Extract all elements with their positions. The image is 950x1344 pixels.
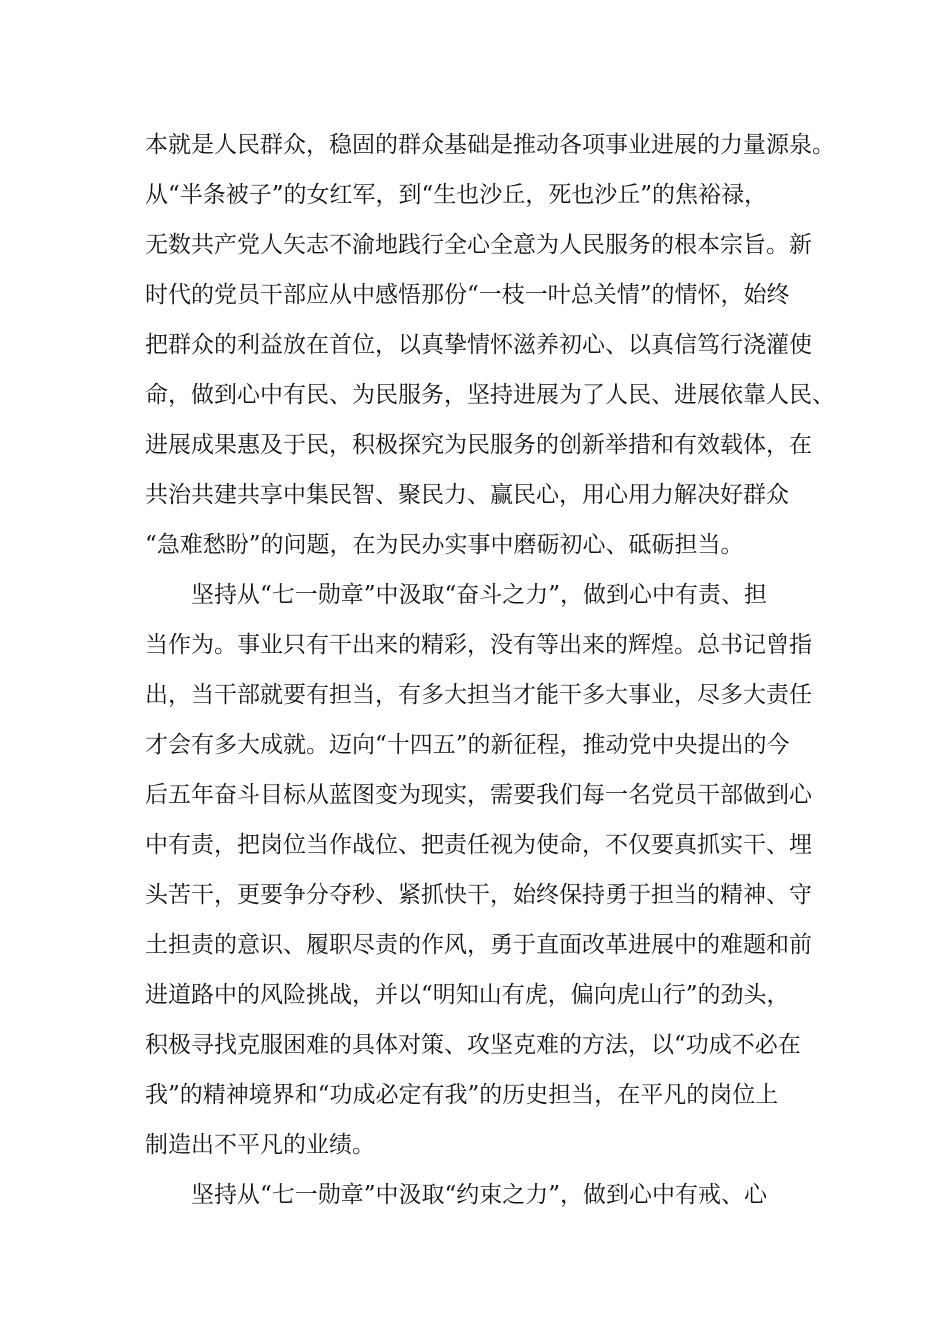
text-line: 积极寻找克服困难的具体对策、攻坚克难的方法，以“功成不必在 (145, 1032, 801, 1058)
text-line: 进展成果惠及于民，积极探究为民服务的创新举措和有效载体，在 (145, 432, 812, 458)
text-line: 中有责，把岗位当作战位、把责任视为使命，不仅要真抓实干、埋 (145, 832, 812, 858)
text-line: 无数共产党人矢志不渝地践行全心全意为人民服务的根本宗旨。新 (145, 232, 812, 258)
text-line: 进道路中的风险挑战，并以“明知山有虎，偏向虎山行”的劲头， (145, 982, 790, 1008)
text-line: 后五年奋斗目标从蓝图变为现实，需要我们每一名党员干部做到心 (145, 782, 812, 808)
text-line: 当作为。事业只有干出来的精彩，没有等出来的辉煌。总书记曾指 (145, 632, 812, 658)
text-line: 共治共建共享中集民智、聚民力、赢民心，用心用力解决好群众 (145, 482, 789, 508)
text-line: 头苦干，更要争分夺秒、紧抓快干，始终保持勇于担当的精神、守 (145, 882, 812, 908)
text-line: 命，做到心中有民、为民服务，坚持进展为了人民、进展依靠人民、 (145, 382, 835, 408)
text-line: 本就是人民群众，稳固的群众基础是推动各项事业进展的力量源泉。 (145, 132, 835, 158)
text-line: “急难愁盼”的问题，在为民办实事中磨砺初心、砥砺担当。 (145, 532, 744, 558)
paragraph-start-line: 坚持从“七一勋章”中汲取“约束之力”，做到心中有戒、心 (191, 1182, 768, 1208)
text-line: 制造出不平凡的业绩。 (145, 1132, 375, 1158)
paragraph-start-line: 坚持从“七一勋章”中汲取“奋斗之力”，做到心中有责、担 (191, 582, 768, 608)
text-line: 土担责的意识、履职尽责的作风，勇于直面改革进展中的难题和前 (145, 932, 812, 958)
body-text (145, 120, 835, 1220)
text-line: 从“半条被子”的女红军，到“生也沙丘，死也沙丘”的焦裕禄， (145, 182, 768, 208)
text-line: 把群众的利益放在首位，以真挚情怀滋养初心、以真信笃行浇灌使 (145, 332, 812, 358)
text-line: 时代的党员干部应从中感悟那份“一枝一叶总关情”的情怀，始终 (145, 282, 790, 308)
text-line: 才会有多大成就。迈向“十四五”的新征程，推动党中央提出的今 (145, 732, 790, 758)
text-line: 我”的精神境界和“功成必定有我”的历史担当，在平凡的岗位上 (145, 1082, 779, 1108)
text-line: 出，当干部就要有担当，有多大担当才能干多大事业，尽多大责任 (145, 682, 812, 708)
